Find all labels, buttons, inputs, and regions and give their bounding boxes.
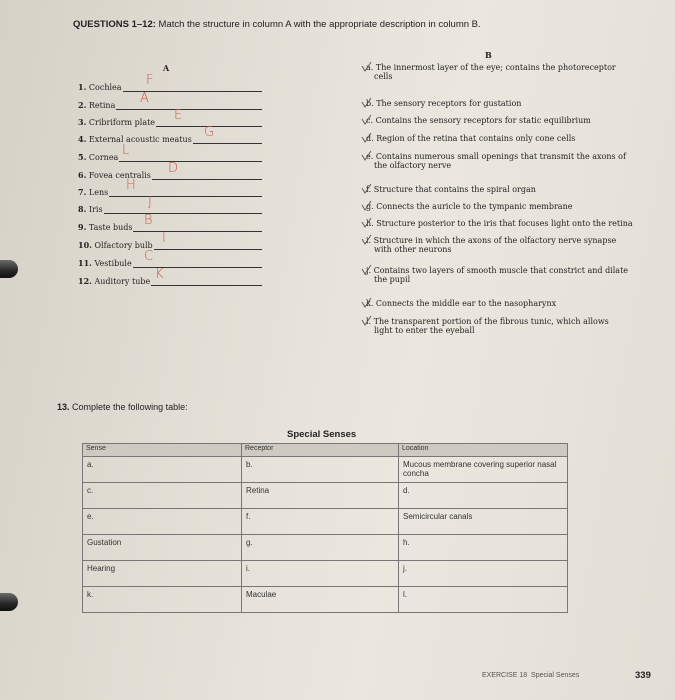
answer-line[interactable] xyxy=(152,179,262,180)
description-line: the olfactory nerve xyxy=(374,161,452,170)
description-line: g. Connects the auricle to the tympanic membrane xyxy=(366,202,573,211)
table-cell[interactable]: Mucous membrane covering superior nasal concha xyxy=(399,457,568,483)
match-item-11 xyxy=(78,258,132,268)
match-item-label: Retina xyxy=(86,101,116,110)
description-i xyxy=(366,236,616,254)
table-cell[interactable]: g. xyxy=(242,535,399,561)
description-line: e. Contains numerous small openings that transmit the axons of xyxy=(366,152,626,161)
pencil-check-icon xyxy=(360,183,372,195)
table-cell[interactable]: h. xyxy=(399,535,568,561)
handwritten-answer: B xyxy=(144,213,153,228)
match-item-number: 1. xyxy=(78,82,87,92)
description-f xyxy=(366,185,536,194)
table-row xyxy=(83,587,568,613)
match-item-label: Cornea xyxy=(86,153,119,162)
match-item-label: Fovea centralis xyxy=(86,171,151,180)
handwritten-answer: F xyxy=(146,73,154,88)
description-line: b. The sensory receptors for gustation xyxy=(366,99,522,108)
match-item-8 xyxy=(78,204,103,214)
table-row xyxy=(83,457,568,483)
description-d xyxy=(366,134,575,143)
table-title: Special Senses xyxy=(287,429,357,440)
handwritten-answer: D xyxy=(168,161,179,176)
table-cell[interactable]: k. xyxy=(83,587,242,613)
description-line: h. Structure posterior to the iris that focuses light onto the retina xyxy=(366,219,633,228)
match-item-2 xyxy=(78,100,115,110)
question-13: 13. Complete the following table: xyxy=(57,402,188,412)
answer-line[interactable] xyxy=(116,109,262,110)
match-item-label: Vestibule xyxy=(91,259,132,268)
pencil-check-icon xyxy=(360,114,372,126)
table-row xyxy=(83,483,568,509)
table-cell[interactable]: Hearing xyxy=(83,561,242,587)
table-cell[interactable]: a. xyxy=(83,457,242,483)
match-item-label: Auditory tube xyxy=(91,277,151,286)
match-item-label: Cochlea xyxy=(86,83,122,92)
match-item-number: 10. xyxy=(78,240,92,250)
pencil-check-icon xyxy=(360,97,372,109)
answer-line[interactable] xyxy=(151,285,262,286)
pencil-check-icon xyxy=(360,217,372,229)
handwritten-answer: J xyxy=(148,195,152,210)
match-item-number: 7. xyxy=(78,187,87,197)
description-line: i. Structure in which the axons of the olfactory nerve synapse xyxy=(366,236,617,245)
match-item-number: 12. xyxy=(78,276,92,286)
match-item-1 xyxy=(78,82,122,92)
table-cell[interactable]: Maculae xyxy=(242,587,399,613)
pencil-check-icon xyxy=(360,132,372,144)
match-item-9 xyxy=(78,222,132,232)
table-cell[interactable]: Retina xyxy=(242,483,399,509)
answer-line[interactable] xyxy=(109,196,262,197)
match-item-12 xyxy=(78,276,150,286)
match-item-number: 5. xyxy=(78,152,87,162)
table-cell[interactable]: c. xyxy=(83,483,242,509)
table-row xyxy=(83,509,568,535)
match-item-label: Cribriform plate xyxy=(86,118,156,127)
pencil-check-icon xyxy=(360,234,372,246)
table-cell[interactable]: f. xyxy=(242,509,399,535)
answer-line[interactable] xyxy=(133,231,262,232)
handwritten-answer: G xyxy=(204,125,215,140)
table-cell[interactable]: e. xyxy=(83,509,242,535)
table-header-row xyxy=(83,444,568,457)
pencil-check-icon xyxy=(360,61,372,73)
description-line: with other neurons xyxy=(374,245,452,254)
handwritten-answer: C xyxy=(144,249,154,264)
special-senses-table xyxy=(82,443,568,613)
pencil-check-icon xyxy=(360,200,372,212)
match-item-label: Olfactory bulb xyxy=(91,241,153,250)
match-item-5 xyxy=(78,152,118,162)
handwritten-answer: E xyxy=(174,108,183,123)
match-item-label: Lens xyxy=(86,188,109,197)
table-cell[interactable]: l. xyxy=(399,587,568,613)
description-line: the pupil xyxy=(374,275,411,284)
match-item-number: 6. xyxy=(78,170,87,180)
description-b xyxy=(366,99,521,108)
handwritten-answer: L xyxy=(122,143,130,158)
handwritten-answer: I xyxy=(162,231,166,246)
column-a-heading: A xyxy=(163,63,170,73)
description-line: light to enter the eyeball xyxy=(374,326,475,335)
description-line: j. Contains two layers of smooth muscle that constrict and dilate xyxy=(366,266,629,275)
table-row xyxy=(83,535,568,561)
match-item-7 xyxy=(78,187,108,197)
answer-line[interactable] xyxy=(133,267,262,268)
description-line: k. Connects the middle ear to the nasopharynx xyxy=(366,299,557,308)
match-item-label: Taste buds xyxy=(86,223,133,232)
table-header-cell: Receptor xyxy=(242,444,399,457)
match-item-number: 8. xyxy=(78,204,87,214)
description-line: a. The innermost layer of the eye; contains the photoreceptor xyxy=(366,63,616,72)
table-row xyxy=(83,561,568,587)
answer-line[interactable] xyxy=(119,161,262,162)
table-cell[interactable]: j. xyxy=(399,561,568,587)
description-line: cells xyxy=(374,72,393,81)
handwritten-answer: A xyxy=(140,91,149,106)
footer-exercise: EXERCISE 18 Special Senses xyxy=(482,672,580,679)
match-item-label: External acoustic meatus xyxy=(86,135,192,144)
match-item-number: 4. xyxy=(78,134,87,144)
table-cell[interactable]: i. xyxy=(242,561,399,587)
match-item-label: Iris xyxy=(86,205,103,214)
table-cell[interactable]: b. xyxy=(242,457,399,483)
table-header-cell: Location xyxy=(399,444,568,457)
description-k xyxy=(366,299,556,308)
match-item-number: 3. xyxy=(78,117,87,127)
table-header-cell: Sense xyxy=(83,444,242,457)
match-item-6 xyxy=(78,170,151,180)
table-cell[interactable]: Semicircular canals xyxy=(399,509,568,535)
description-l xyxy=(366,317,609,335)
description-line: c. Contains the sensory receptors for static equilibrium xyxy=(366,116,591,125)
table-cell[interactable]: Gustation xyxy=(83,535,242,561)
handwritten-answer: H xyxy=(126,178,136,193)
match-item-number: 11. xyxy=(78,258,92,268)
match-item-3 xyxy=(78,117,155,127)
binder-ring xyxy=(0,593,18,611)
description-a xyxy=(366,63,616,81)
description-c xyxy=(366,116,591,125)
table-cell[interactable]: d. xyxy=(399,483,568,509)
column-b-heading: B xyxy=(485,50,492,60)
match-item-10 xyxy=(78,240,153,250)
description-j xyxy=(366,266,628,284)
pencil-check-icon xyxy=(360,264,372,276)
description-line: l. The transparent portion of the fibrous tunic, which allows xyxy=(366,317,609,326)
description-line: d. Region of the retina that contains only cone cells xyxy=(366,134,576,143)
description-h xyxy=(366,219,633,228)
pencil-check-icon xyxy=(360,315,372,327)
pencil-check-icon xyxy=(360,297,372,309)
match-item-4 xyxy=(78,134,192,144)
answer-line[interactable] xyxy=(154,249,262,250)
page-number: 339 xyxy=(635,670,651,681)
binder-ring xyxy=(0,260,18,278)
answer-line[interactable] xyxy=(193,143,262,144)
description-line: f. Structure that contains the spiral organ xyxy=(366,185,536,194)
answer-line[interactable] xyxy=(104,213,262,214)
description-g xyxy=(366,202,572,211)
pencil-check-icon xyxy=(360,150,372,162)
description-e xyxy=(366,152,626,170)
match-item-number: 2. xyxy=(78,100,87,110)
questions-header: QUESTIONS 1–12: Match the structure in column A with the appropriate description in column B. xyxy=(73,19,481,30)
match-item-number: 9. xyxy=(78,222,87,232)
handwritten-answer: K xyxy=(155,267,164,282)
